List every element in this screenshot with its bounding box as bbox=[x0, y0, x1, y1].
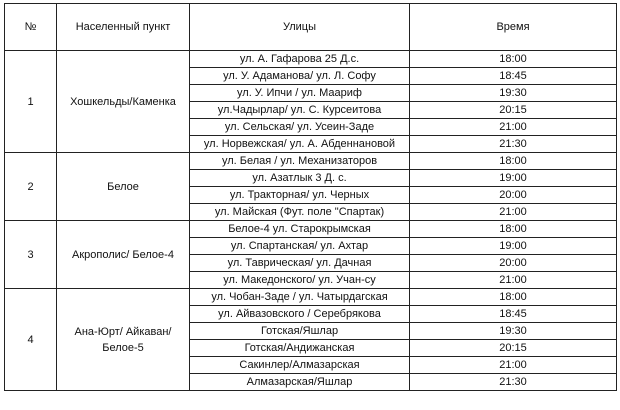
street-cell: Белое-4 ул. Старокрымская bbox=[190, 221, 410, 238]
table-row bbox=[5, 153, 617, 170]
time-cell: 18:45 bbox=[410, 306, 617, 323]
header-place: Населенный пункт bbox=[57, 4, 190, 51]
table-row bbox=[5, 51, 617, 68]
table-row bbox=[5, 289, 617, 306]
street-cell: ул. У. Адаманова/ ул. Л. Софу bbox=[190, 68, 410, 85]
schedule-table bbox=[4, 3, 617, 391]
group-place-line-1: Ана-Юрт/ Айкаван/ bbox=[74, 325, 172, 338]
time-cell: 20:00 bbox=[410, 255, 617, 272]
time-cell: 18:45 bbox=[410, 68, 617, 85]
street-cell: ул.Чадырлар/ ул. С. Курсеитова bbox=[190, 102, 410, 119]
group-place: Хошкельды/Каменка bbox=[57, 51, 190, 153]
group-num: 4 bbox=[5, 289, 57, 391]
group-place bbox=[57, 289, 190, 391]
street-cell: Готская/Андижанская bbox=[190, 340, 410, 357]
street-cell: ул. Македонского/ ул. Учан-су bbox=[190, 272, 410, 289]
time-cell: 19:00 bbox=[410, 170, 617, 187]
street-cell: ул. Айвазовского / Серебрякова bbox=[190, 306, 410, 323]
street-cell: ул. Сельская/ ул. Усеин-Заде bbox=[190, 119, 410, 136]
time-cell: 21:00 bbox=[410, 119, 617, 136]
street-cell: ул. У. Ипчи / ул. Маариф bbox=[190, 85, 410, 102]
group-place: Акрополис/ Белое-4 bbox=[57, 221, 190, 289]
time-cell: 21:00 bbox=[410, 204, 617, 221]
street-cell: ул. Майская (Фут. поле "Спартак) bbox=[190, 204, 410, 221]
time-cell: 18:00 bbox=[410, 51, 617, 68]
group-num: 3 bbox=[5, 221, 57, 289]
street-cell: ул. Норвежская/ ул. А. Абденнановой bbox=[190, 136, 410, 153]
street-cell: ул. Азатлык 3 Д. с. bbox=[190, 170, 410, 187]
group-num: 2 bbox=[5, 153, 57, 221]
group-place-line-2: Белое-5 bbox=[102, 341, 144, 354]
time-cell: 19:00 bbox=[410, 238, 617, 255]
time-cell: 19:30 bbox=[410, 85, 617, 102]
time-cell: 21:30 bbox=[410, 374, 617, 391]
street-cell: Готская/Яшлар bbox=[190, 323, 410, 340]
table-row bbox=[5, 221, 617, 238]
group-num: 1 bbox=[5, 51, 57, 153]
time-cell: 21:00 bbox=[410, 272, 617, 289]
group-place: Белое bbox=[57, 153, 190, 221]
street-cell: Сакинлер/Алмазарская bbox=[190, 357, 410, 374]
street-cell: ул. Таврическая/ ул. Дачная bbox=[190, 255, 410, 272]
time-cell: 21:00 bbox=[410, 357, 617, 374]
time-cell: 18:00 bbox=[410, 153, 617, 170]
header-num: № bbox=[5, 4, 57, 51]
time-cell: 20:15 bbox=[410, 102, 617, 119]
time-cell: 21:30 bbox=[410, 136, 617, 153]
time-cell: 18:00 bbox=[410, 289, 617, 306]
time-cell: 18:00 bbox=[410, 221, 617, 238]
street-cell: Алмазарская/Яшлар bbox=[190, 374, 410, 391]
street-cell: ул. Чобан-Заде / ул. Чатырдагская bbox=[190, 289, 410, 306]
street-cell: ул. А. Гафарова 25 Д.с. bbox=[190, 51, 410, 68]
time-cell: 20:15 bbox=[410, 340, 617, 357]
street-cell: ул. Спартанская/ ул. Ахтар bbox=[190, 238, 410, 255]
header-streets: Улицы bbox=[190, 4, 410, 51]
time-cell: 20:00 bbox=[410, 187, 617, 204]
header-time: Время bbox=[410, 4, 617, 51]
street-cell: ул. Тракторная/ ул. Черных bbox=[190, 187, 410, 204]
street-cell: ул. Белая / ул. Механизаторов bbox=[190, 153, 410, 170]
header-row bbox=[5, 4, 617, 51]
time-cell: 19:30 bbox=[410, 323, 617, 340]
